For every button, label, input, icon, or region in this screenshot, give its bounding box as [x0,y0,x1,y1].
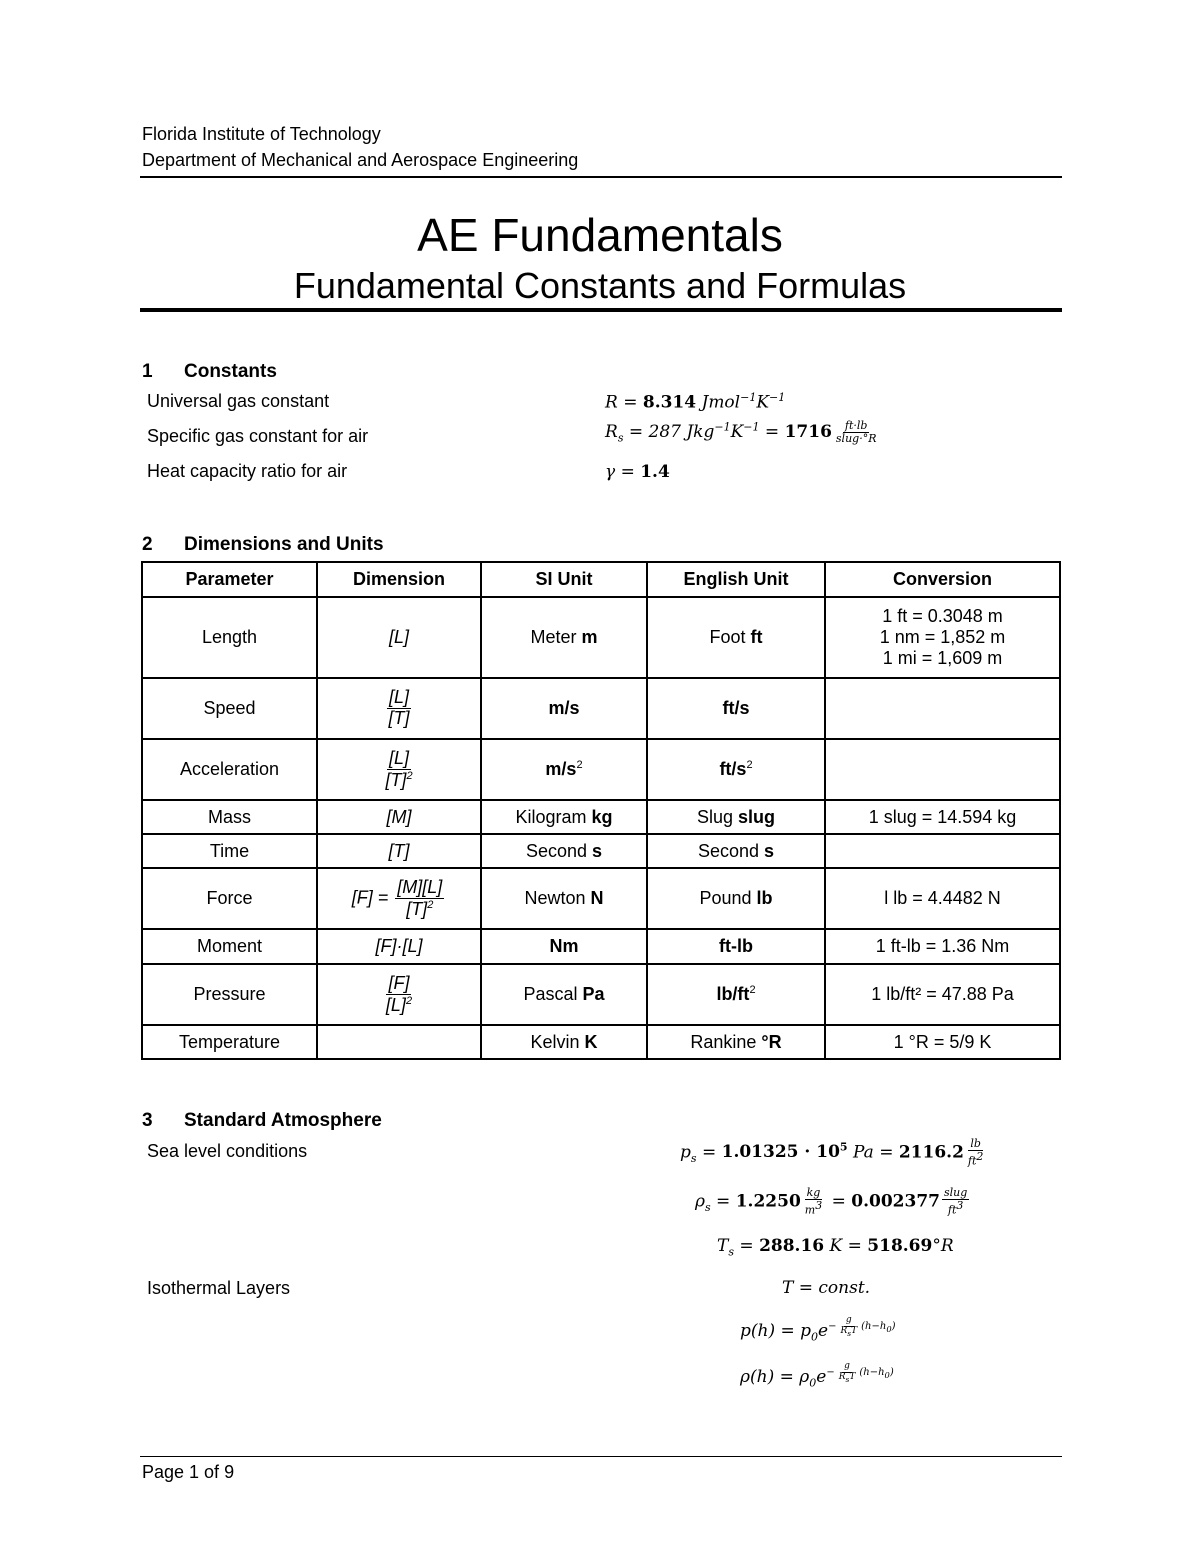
parameter-cell: Force [142,868,317,929]
si-unit-name: Meter [530,627,577,647]
table-row [142,868,1060,929]
page-number: Page 1 of 9 [142,1462,235,1482]
english-unit-name: Foot [709,627,746,647]
column-header: Parameter [142,562,317,597]
column-header: SI Unit [481,562,647,597]
english-unit-symbol: slug [738,806,776,827]
si-unit-symbol: N [590,888,604,908]
dimension-cell: $\frac{[L]}{[T]^2}$ [317,739,481,800]
section-title: Constants [184,361,277,382]
conversion-cell: 1 slug = 14.594 kg [825,800,1060,834]
document-title: AE Fundamentals [417,209,783,261]
title-rule [140,308,1062,312]
english-unit-symbol: lb/ft [716,984,750,1004]
heat-capacity-ratio-formula: γ = 1.4 [605,462,670,482]
conversion-line: 1 ft = 0.3048 m [882,606,1003,626]
table-row [142,800,1060,834]
column-header: Dimension [317,562,481,597]
sea-level-pressure-formula: $p_s = 1.01325 \cdot 10^5$ Pa = 2116.2 $\frac{lb}{ft^2}$ [680,1137,984,1168]
section-number: 3 [142,1110,153,1131]
dimension-cell [317,1025,481,1059]
si-unit-cell: $m/s^2$ [481,739,647,800]
parameter-cell: Mass [142,800,317,834]
institution-name: Florida Institute of Technology [142,124,381,144]
english-unit-cell [647,929,825,964]
section-3-heading [142,1110,382,1132]
isothermal-label: Isothermal Layers [147,1278,291,1298]
si-unit-cell [481,834,647,868]
si-unit-symbol: Pa [582,984,605,1004]
table-row [142,834,1060,868]
document-subtitle: Fundamental Constants and Formulas [293,265,907,306]
si-unit-cell [481,868,647,929]
parameter-cell: Moment [142,929,317,964]
parameter-cell: Temperature [142,1025,317,1059]
conversion-cell: l lb = 4.4482 N [825,868,1060,929]
si-unit-name: Second [525,840,588,861]
parameter-cell: Time [142,834,317,868]
english-unit-symbol: s [764,840,775,861]
conversion-line: 1 nm = 1,852 m [879,627,1006,647]
universal-gas-constant-formula: R = 8.314 $Jmol^{-1}K^{-1}$ [605,391,786,413]
si-unit-name: Kilogram [515,806,587,827]
constant-label: Specific gas constant for air [147,426,369,446]
dimension-cell: $\frac{[L]}{[T]}$ [317,678,481,739]
section-2-heading [142,534,384,556]
isothermal-pressure-formula: $p(h) = p_0e^{- \frac{g}{R_sT} (h-h_0)}$ [740,1315,896,1344]
department-name: Department of Mechanical and Aerospace Engineering [142,150,579,170]
english-unit-cell [647,800,825,834]
conversion-cell [825,739,1060,800]
table-row [142,1025,1060,1059]
si-unit-cell [481,964,647,1025]
isothermal-density-formula: $\rho(h) = \rho_0e^{- \frac{g}{R_sT} (h-h_0)}$ [740,1361,894,1390]
si-unit-symbol: m/s [545,759,577,779]
dimension-cell: [T] [317,834,481,868]
sea-level-label: Sea level conditions [147,1141,308,1161]
section-title: Standard Atmosphere [184,1110,382,1131]
table-row [142,929,1060,964]
english-unit-symbol: ft/s [722,698,750,718]
parameter-cell: Speed [142,678,317,739]
section-title: Dimensions and Units [184,534,384,555]
english-unit-name: Pound [699,888,752,908]
si-unit-cell [481,678,647,739]
si-unit-symbol: m [581,627,598,647]
conversion-cell: 1 ft-lb = 1.36 Nm [825,929,1060,964]
si-unit-symbol: m/s [548,698,580,718]
english-unit-cell [647,868,825,929]
sea-level-density-formula: $\rho_s = 1.2250$ $\frac{kg}{m^3}$ = 0.002377 $\frac{\text{slug}}{ft^3}$ [695,1186,968,1217]
column-header: English Unit [647,562,825,597]
si-unit-cell [481,800,647,834]
dimension-cell: [F] = $\frac{[M][L]}{[T]^2}$ [317,868,481,929]
english-unit-cell [647,597,825,678]
section-number: 1 [142,361,153,382]
section-number: 2 [142,534,153,555]
constant-label: Heat capacity ratio for air [147,461,348,481]
si-unit-symbol: Nm [549,936,579,956]
english-unit-name: Second [697,840,760,861]
english-unit-symbol: °R [761,1031,782,1052]
english-unit-cell [647,1025,825,1059]
si-unit-cell [481,1025,647,1059]
english-unit-symbol: ft-lb [719,936,753,956]
si-unit-cell [481,929,647,964]
english-unit-cell [647,834,825,868]
table-row [142,597,1060,678]
english-unit-symbol: ft [750,627,763,647]
constant-label: Universal gas constant [147,391,330,411]
si-unit-cell [481,597,647,678]
si-unit-symbol: K [584,1031,598,1052]
sea-level-temperature-formula: $T_s = 288.16$ K = 518.69°R [717,1236,954,1259]
conversion-cell [825,678,1060,739]
dimension-cell: [F]·[L] [317,929,481,964]
footer-rule [140,1456,1062,1457]
header-rule [140,176,1062,178]
english-unit-cell: $ft/s^2$ [647,739,825,800]
english-unit-symbol: ft/s [719,759,747,779]
isothermal-temperature-formula: T = const. [782,1278,871,1298]
english-unit-name: Slug [696,806,733,827]
conversion-line: 1 mi = 1,609 m [882,648,1003,668]
parameter-cell: Pressure [142,964,317,1025]
english-unit-name: Rankine [690,1031,757,1052]
english-unit-cell: $lb/ft^2$ [647,964,825,1025]
si-unit-name: Kelvin [530,1031,580,1052]
conversion-cell: 1 °R = 5/9 K [825,1025,1060,1059]
table-header-row [142,562,1060,597]
conversion-cell: 1 lb/ft² = 47.88 Pa [825,964,1060,1025]
table-row [142,964,1060,1025]
dimension-cell: $\frac{[F]}{[L]^2}$ [317,964,481,1025]
dimension-cell: [M] [317,800,481,834]
units-table [141,561,1061,1060]
specific-gas-constant-formula: $R_s = 287$ $Jkg^{-1}K^{-1} = 1716$ $\frac{ft\cdot lb}{\text{slug·°R}}$ [605,419,877,446]
conversion-cell [825,597,1060,678]
table-row [142,678,1060,739]
section-1-heading [142,361,277,383]
si-unit-symbol: kg [591,806,613,827]
dimension-cell: [L] [317,597,481,678]
conversion-cell [825,834,1060,868]
english-unit-symbol: lb [756,888,773,908]
english-unit-cell [647,678,825,739]
si-unit-name: Newton [524,888,586,908]
si-unit-name: Pascal [523,984,578,1004]
parameter-cell: Length [142,597,317,678]
parameter-cell: Acceleration [142,739,317,800]
si-unit-symbol: s [592,840,603,861]
table-row [142,739,1060,800]
column-header: Conversion [825,562,1060,597]
